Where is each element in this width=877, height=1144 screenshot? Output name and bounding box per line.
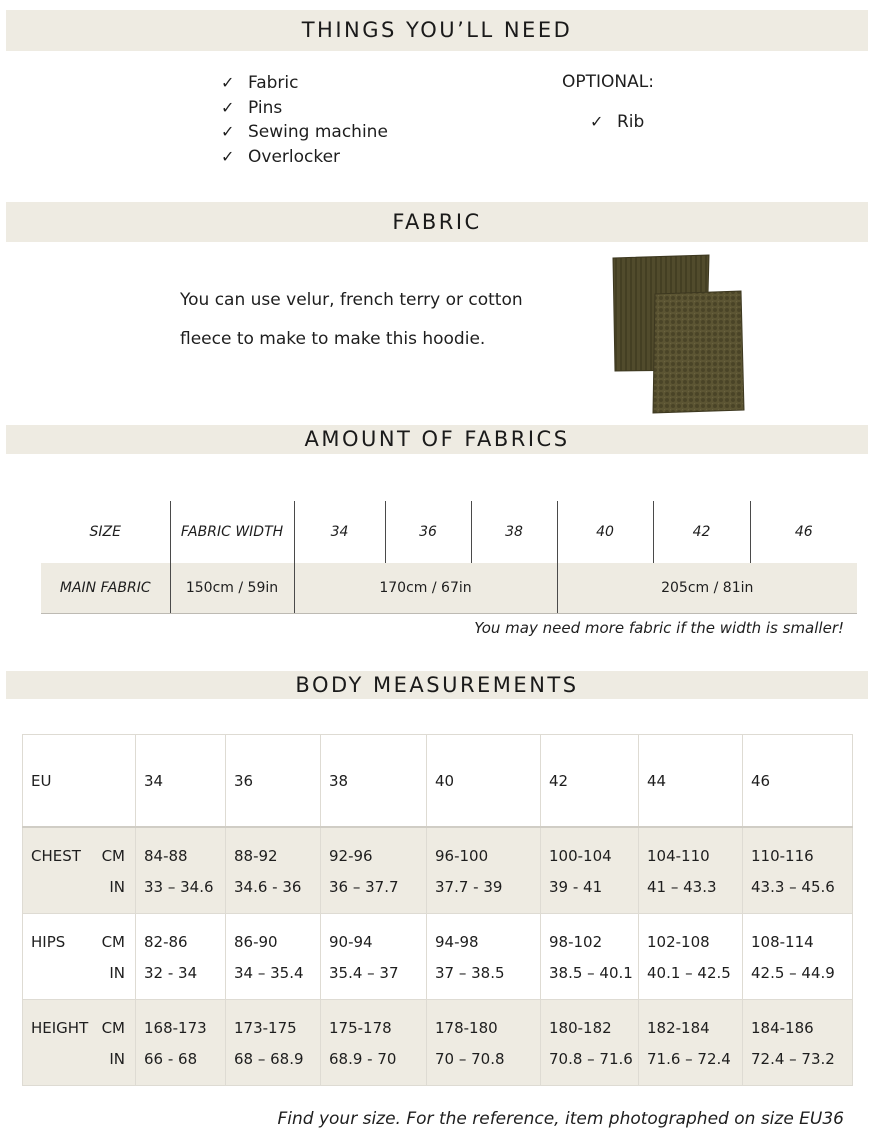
table-cell: 90-94 35.4 – 37 [321, 914, 427, 1000]
optional-item-label: Rib [617, 112, 645, 132]
header-cell: 34 [294, 501, 385, 563]
needs-item-label: Sewing machine [248, 122, 388, 143]
table-header-row [23, 735, 853, 828]
table-header-row [41, 501, 857, 563]
section-header-body-measurements: BODY MEASUREMENTS [6, 671, 868, 699]
table-cell: 170cm / 67in [294, 563, 557, 614]
table-cell: 100-104 39 - 41 [541, 827, 639, 914]
table-cell: 104-110 41 – 43.3 [639, 827, 743, 914]
table-cell: 180-182 70.8 – 71.6 [541, 1000, 639, 1086]
fabric-description-line-1: You can use velur, french terry or cotton [180, 290, 523, 310]
unit-label: CM [101, 1019, 125, 1037]
table-cell: 84-88 33 – 34.6 [136, 827, 226, 914]
table-row [23, 827, 853, 914]
unit-label: IN [109, 878, 125, 896]
table-cell: 182-184 71.6 – 72.4 [639, 1000, 743, 1086]
row-label: MAIN FABRIC [41, 563, 170, 614]
needs-item [221, 120, 388, 145]
header-cell: 44 [639, 735, 743, 828]
table-row [41, 563, 857, 614]
fabric-width-note: You may need more fabric if the width is smaller! [474, 619, 844, 637]
checkmark-icon: ✓ [590, 112, 604, 131]
fabric-amount-table [41, 501, 857, 614]
header-cell: 46 [750, 501, 857, 563]
header-cell: 42 [653, 501, 750, 563]
body-measurements-table [22, 734, 853, 1086]
table-cell: 168-173 66 - 68 [136, 1000, 226, 1086]
optional-item [590, 110, 644, 135]
table-cell: 150cm / 59in [170, 563, 294, 614]
table-cell: 94-98 37 – 38.5 [427, 914, 541, 1000]
unit-label: CM [101, 933, 125, 951]
row-label-cell [23, 1000, 136, 1086]
header-cell: 40 [557, 501, 653, 563]
table-cell: 98-102 38.5 – 40.1 [541, 914, 639, 1000]
section-header-amount-of-fabrics: AMOUNT OF FABRICS [6, 425, 868, 454]
table-row [23, 914, 853, 1000]
needs-item [221, 145, 388, 170]
section-header-things-needed: THINGS YOU’LL NEED [6, 10, 868, 51]
checkmark-icon: ✓ [221, 122, 235, 142]
header-cell: 42 [541, 735, 639, 828]
table-cell: 108-114 42.5 – 44.9 [743, 914, 853, 1000]
checkmark-icon: ✓ [221, 146, 235, 166]
table-cell: 175-178 68.9 - 70 [321, 1000, 427, 1086]
row-label: HIPS [31, 933, 66, 951]
section-header-fabric: FABRIC [6, 202, 868, 242]
fabric-description-line-2: fleece to make to make this hoodie. [180, 329, 486, 349]
needs-item-label: Pins [248, 97, 283, 118]
needs-item [221, 71, 388, 96]
checkmark-icon: ✓ [221, 97, 235, 117]
needs-list [221, 71, 388, 169]
header-cell: 36 [385, 501, 471, 563]
needs-item-label: Overlocker [248, 146, 341, 167]
table-cell: 205cm / 81in [557, 563, 857, 614]
unit-label: CM [101, 847, 125, 865]
unit-label: IN [109, 1050, 125, 1068]
table-row [23, 1000, 853, 1086]
checkmark-icon: ✓ [221, 73, 235, 92]
optional-list [590, 110, 644, 135]
row-label-cell [23, 827, 136, 914]
table-cell: 86-90 34 – 35.4 [226, 914, 321, 1000]
table-cell: 92-96 36 – 37.7 [321, 827, 427, 914]
header-cell: EU [23, 735, 136, 828]
table-cell: 184-186 72.4 – 73.2 [743, 1000, 853, 1086]
header-cell: 34 [136, 735, 226, 828]
row-label: CHEST [31, 847, 81, 865]
header-cell: 46 [743, 735, 853, 828]
table-cell: 96-100 37.7 - 39 [427, 827, 541, 914]
header-cell: SIZE [89, 524, 121, 540]
optional-title: OPTIONAL: [562, 72, 654, 92]
needs-item-label: Fabric [248, 73, 299, 93]
row-label: HEIGHT [31, 1019, 89, 1037]
header-cell: 38 [321, 735, 427, 828]
table-cell: 102-108 40.1 – 42.5 [639, 914, 743, 1000]
table-cell: 178-180 70 – 70.8 [427, 1000, 541, 1086]
table-cell: 173-175 68 – 68.9 [226, 1000, 321, 1086]
table-cell: 110-116 43.3 – 45.6 [743, 827, 853, 914]
unit-label: IN [109, 964, 125, 982]
table-cell: 88-92 34.6 - 36 [226, 827, 321, 914]
table-cell: 82-86 32 - 34 [136, 914, 226, 1000]
header-cell: 36 [226, 735, 321, 828]
header-cell: 38 [471, 501, 557, 563]
header-cell: 40 [427, 735, 541, 828]
row-label-cell [23, 914, 136, 1000]
needs-item [221, 96, 388, 121]
swatch-front-piece [653, 291, 744, 413]
header-cell: FABRIC WIDTH [170, 501, 294, 563]
fabric-swatch-image [610, 253, 750, 415]
size-reference-note: Find your size. For the reference, item photographed on size EU36 [277, 1109, 844, 1129]
